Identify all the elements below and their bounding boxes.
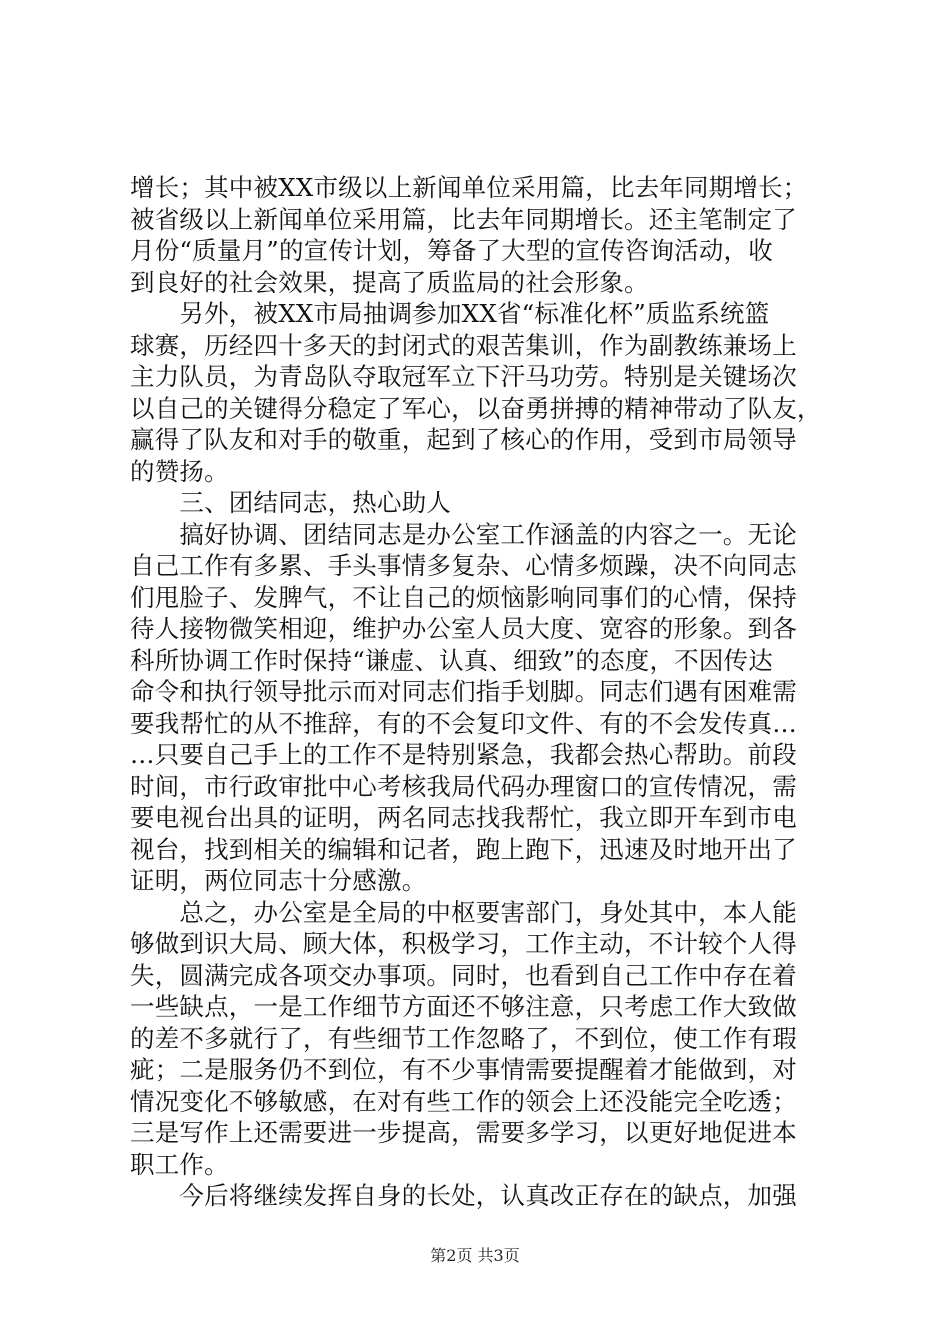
text-line: 的赞扬。 [130, 456, 229, 486]
text-line: 们甩脸子、发脾气，不让自己的烦恼影响同事们的心情，保持 [130, 582, 797, 612]
page-footer: 第2页 共3页 [430, 1246, 520, 1265]
text-line: 时间，市行政审批中心考核我局代码办理窗口的宣传情况，需 [130, 771, 797, 801]
text-line: 增长；其中被XX市级以上新闻单位采用篇，比去年同期增长； [130, 173, 808, 202]
document-body [130, 172, 830, 1212]
text-line: 够做到识大局、顾大体，积极学习，工作主动，不计较个人得 [130, 929, 797, 958]
text-line: 视台，找到相关的编辑和记者，跑上跑下，迅速及时地开出了 [130, 834, 797, 864]
text-line: 总之，办公室是全局的中枢要害部门，身处其中，本人能 [130, 897, 797, 927]
text-line: 证明，两位同志十分感激。 [130, 866, 427, 895]
text-line: 一些缺点，一是工作细节方面还不够注意，只考虑工作大致做 [130, 992, 797, 1021]
text-line: 三是写作上还需要进一步提高，需要多学习，以更好地促进本 [130, 1118, 797, 1147]
text-line: …只要自己手上的工作不是特别紧急，我都会热心帮助。前段 [130, 740, 797, 769]
text-line: 球赛，历经四十多天的封闭式的艰苦集训，作为副教练兼场上 [130, 330, 797, 360]
text-line: 主力队员，为青岛队夺取冠军立下汗马功劳。特别是关键场次 [130, 362, 797, 391]
text-line: 三、团结同志，热心助人 [130, 488, 452, 517]
text-line: 今后将继续发挥自身的长处，认真改正存在的缺点，加强 [130, 1181, 797, 1210]
text-line: 要电视台出具的证明，两名同志找我帮忙，我立即开车到市电 [130, 803, 797, 832]
text-line: 被省级以上新闻单位采用篇，比去年同期增长。还主笔制定了 [130, 204, 797, 234]
text-line: 疵；二是服务仍不到位，有不少事情需要提醒着才能做到，对 [130, 1055, 797, 1084]
text-line: 职工作。 [130, 1149, 229, 1179]
text-line: 搞好协调、团结同志是办公室工作涵盖的内容之一。无论 [130, 519, 797, 549]
text-line: 要我帮忙的从不推辞，有的不会复印文件、有的不会发传真… [130, 708, 797, 738]
text-line: 到良好的社会效果，提高了质监局的社会形象。 [130, 267, 649, 297]
text-line: 失，圆满完成各项交办事项。同时，也看到自己工作中存在着 [130, 960, 797, 990]
text-line: 以自己的关键得分稳定了军心，以奋勇拼搏的精神带动了队友， [130, 393, 822, 423]
text-line: 待人接物微笑相迎，维护办公室人员大度、宽容的形象。到各 [130, 614, 797, 643]
text-line: 科所协调工作时保持“谦虚、认真、细致”的态度，不因传达 [130, 645, 773, 675]
text-line: 的差不多就行了，有些细节工作忽略了，不到位，使工作有瑕 [130, 1023, 797, 1053]
text-line: 情况变化不够敏感，在对有些工作的领会上还没能完全吃透； [130, 1086, 797, 1116]
text-line: 月份“质量月”的宣传计划，筹备了大型的宣传咨询活动，收 [130, 236, 773, 265]
text-line: 自己工作有多累、手头事情多复杂、心情多烦躁，决不向同志 [130, 551, 797, 580]
text-line: 赢得了队友和对手的敬重，起到了核心的作用，受到市局领导 [130, 425, 797, 454]
text-line: 另外，被XX市局抽调参加XX省“标准化杯”质监系统篮 [130, 299, 770, 328]
text-line: 命令和执行领导批示而对同志们指手划脚。同志们遇有困难需 [130, 677, 797, 706]
